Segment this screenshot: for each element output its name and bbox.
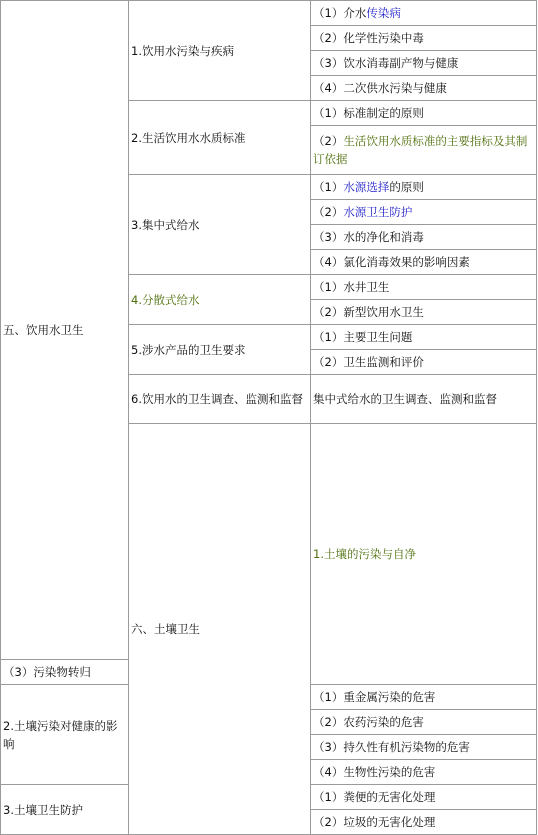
- topic-item: （2）新型饮用水卫生: [311, 300, 537, 325]
- topic-item: （2）生活饮用水质标准的主要指标及其制订依据: [311, 126, 537, 175]
- topic-item: （2）化学性污染中毒: [311, 26, 537, 51]
- topic-item: （1）水源选择的原则: [311, 175, 537, 200]
- topic-item: （1）重金属污染的危害: [311, 685, 537, 710]
- chapter-title: 4.分散式给水: [129, 275, 311, 325]
- topic-item: （3）水的净化和消毒: [311, 225, 537, 250]
- topic-item: （2）农药污染的危害: [311, 710, 537, 735]
- chapter-title: 1.土壤的污染与自净: [311, 424, 537, 685]
- topic-item: （2）卫生监测和评价: [311, 350, 537, 375]
- chapter-title: 6.饮用水的卫生调查、监测和监督: [129, 375, 311, 424]
- topic-item: （3）饮水消毒副产物与健康: [311, 51, 537, 76]
- topic-item: （4）二次供水污染与健康: [311, 76, 537, 101]
- chapter-title: 3.集中式给水: [129, 175, 311, 275]
- topic-item: （3）污染物转归: [1, 660, 129, 685]
- topic-item: （4）氯化消毒效果的影响因素: [311, 250, 537, 275]
- topic-item: （1）介水传染病: [311, 1, 537, 26]
- section-title: 六、土壤卫生: [129, 424, 311, 835]
- chapter-title: 1.饮用水污染与疾病: [129, 1, 311, 101]
- topic-item: （1）标准制定的原则: [311, 101, 537, 126]
- chapter-title: 2.生活饮用水水质标准: [129, 101, 311, 175]
- topic-item: （1）水井卫生: [311, 275, 537, 300]
- topic-item: （1）主要卫生问题: [311, 325, 537, 350]
- table-row: [1, 1, 537, 26]
- chapter-title: 2.土壤污染对健康的影响: [1, 685, 129, 785]
- chapter-title: 3.土壤卫生防护: [1, 785, 129, 835]
- section-title: 五、饮用水卫生: [1, 1, 129, 660]
- topic-item: （2）水源卫生防护: [311, 200, 537, 225]
- topic-item: （1）粪便的无害化处理: [311, 785, 537, 810]
- chapter-title: 5.涉水产品的卫生要求: [129, 325, 311, 375]
- topic-item: （2）垃圾的无害化处理: [311, 810, 537, 835]
- topic-item: （3）持久性有机污染物的危害: [311, 735, 537, 760]
- topic-item: 集中式给水的卫生调查、监测和监督: [311, 375, 537, 424]
- topic-item: （4）生物性污染的危害: [311, 760, 537, 785]
